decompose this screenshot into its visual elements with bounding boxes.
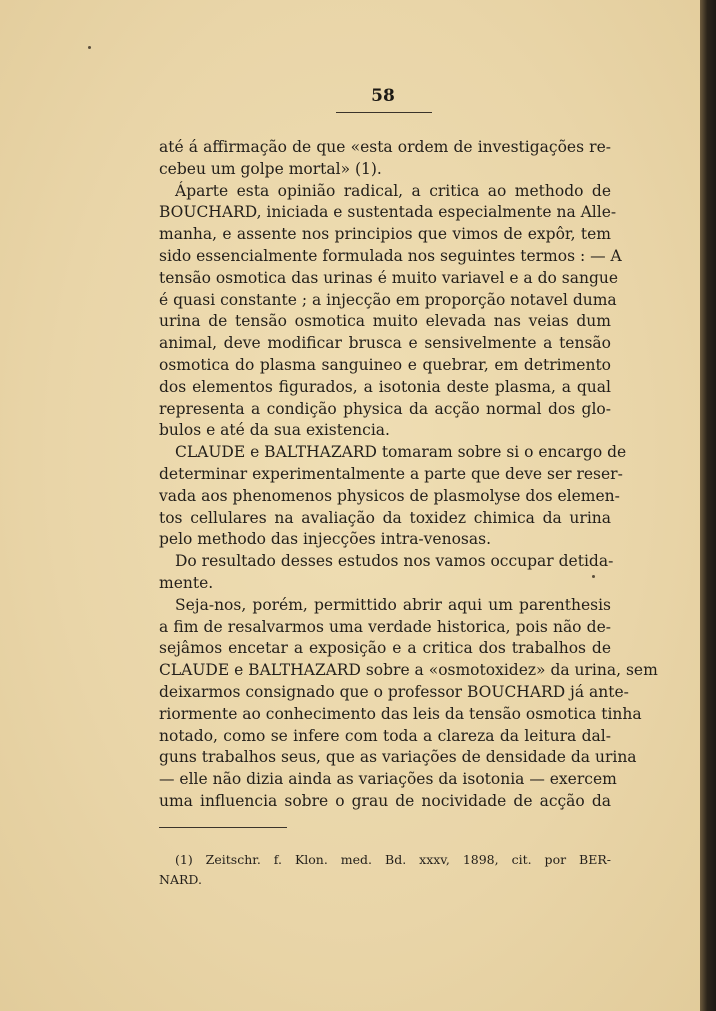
body-text bbox=[159, 137, 658, 813]
footnote bbox=[159, 850, 611, 890]
text-line: cebeu um golpe mortal» (1). bbox=[159, 159, 382, 178]
text-line: bulos e até da sua existencia. bbox=[159, 421, 390, 440]
paper-speck bbox=[88, 46, 91, 49]
text-line: Seja-nos, porém, permittido abrir aqui um parenthesis bbox=[175, 595, 611, 614]
text-line: tensão osmotica das urinas é muito variavel e a do sangue bbox=[159, 268, 619, 287]
text-line: pelo methodo das injecções intra-venosas. bbox=[159, 530, 491, 549]
text-line: guns trabalhos seus, que as variações de densidade da urina bbox=[159, 748, 637, 767]
text-line: osmotica do plasma sanguineo e quebrar, em detrimento bbox=[159, 355, 611, 374]
text-line: BOUCHARD, iniciada e sustentada especialmente na Alle- bbox=[159, 203, 617, 222]
book-spine-shadow bbox=[700, 0, 716, 1011]
text-line: Áparte esta opinião radical, a critica ao methodo de bbox=[175, 181, 611, 200]
text-line: CLAUDE e BALTHAZARD sobre a «osmotoxidez» da urina, sem bbox=[159, 661, 658, 680]
text-line: vada aos phenomenos physicos de plasmolyse dos elemen- bbox=[159, 486, 620, 505]
text-line: urina de tensão osmotica muito elevada nas veias dum bbox=[159, 312, 611, 331]
text-line: dos elementos figurados, a isotonia deste plasma, a qual bbox=[159, 377, 611, 396]
text-line: riormente ao conhecimento das leis da tensão osmotica tinha bbox=[159, 704, 642, 723]
text-line: a fim de resalvarmos uma verdade historica, pois não de- bbox=[159, 617, 611, 636]
text-line: CLAUDE e BALTHAZARD tomaram sobre si o encargo de bbox=[175, 443, 627, 462]
text-line: — elle não dizia ainda as variações da isotonia — exercem bbox=[159, 770, 617, 789]
footnote-line: NARD. bbox=[159, 872, 202, 887]
text-line: tos cellulares na avaliação da toxidez chimica da urina bbox=[159, 508, 611, 527]
text-line: sido essencialmente formulada nos seguintes termos : — A bbox=[159, 246, 622, 265]
text-line: uma influencia sobre o grau de nocividade de acção da bbox=[159, 791, 611, 810]
text-line: manha, e assente nos principios que vimos de expôr, tem bbox=[159, 225, 611, 244]
text-line: sejâmos encetar a exposição e a critica dos trabalhos de bbox=[159, 639, 611, 658]
paper-speck bbox=[592, 575, 595, 578]
page-number-rule bbox=[336, 112, 432, 113]
text-line: mente. bbox=[159, 573, 214, 592]
footnote-line: (1) Zeitschr. f. Klon. med. Bd. xxxv, 1898, cit. por BER- bbox=[175, 852, 611, 867]
text-line: até á affirmação de que «esta ordem de investigações re- bbox=[159, 138, 611, 156]
text-line: determinar experimentalmente a parte que deve ser reser- bbox=[159, 464, 623, 483]
text-line: representa a condição physica da acção normal dos glo- bbox=[159, 399, 611, 418]
text-line: deixarmos consignado que o professor BOUCHARD já ante- bbox=[159, 682, 629, 701]
text-line: notado, como se infere com toda a clareza da leitura dal- bbox=[159, 726, 611, 745]
page-number: 58 bbox=[371, 86, 395, 106]
footnote-rule bbox=[159, 827, 287, 828]
text-line: é quasi constante ; a injecção em proporção notavel duma bbox=[159, 290, 617, 309]
text-line: Do resultado desses estudos nos vamos occupar detida- bbox=[175, 552, 614, 571]
text-line: animal, deve modificar brusca e sensivelmente a tensão bbox=[159, 334, 611, 353]
